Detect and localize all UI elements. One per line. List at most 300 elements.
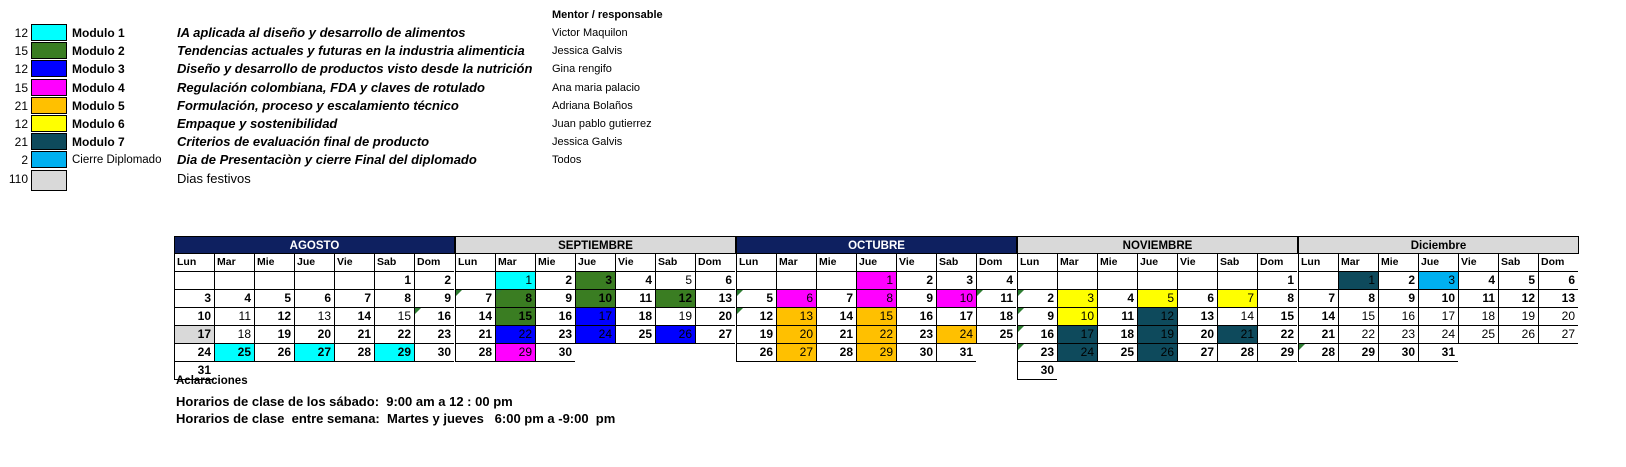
day-cell: 20	[776, 326, 816, 344]
day-cell: 30	[1378, 344, 1418, 362]
day-cell: 29	[495, 344, 535, 362]
weekday-header: Jue	[1418, 254, 1458, 272]
month-title: NOVIEMBRE	[1017, 236, 1298, 254]
empty-cell	[1298, 272, 1338, 290]
module-name: Modulo 7	[72, 135, 125, 149]
day-cell: 3	[575, 272, 615, 290]
week-row	[1017, 344, 1298, 362]
day-cell: 26	[1498, 326, 1538, 344]
empty-cell	[1017, 272, 1057, 290]
day-cell: 4	[214, 290, 254, 308]
day-cell: 14	[455, 308, 495, 326]
module-color-swatch	[31, 133, 67, 150]
day-cell: 5	[655, 272, 695, 290]
day-cell: 6	[1177, 290, 1217, 308]
day-cell: 14	[816, 308, 856, 326]
day-cell: 19	[655, 308, 695, 326]
day-cell: 2	[1017, 290, 1057, 308]
day-cell: 11	[214, 308, 254, 326]
week-row	[174, 272, 455, 290]
day-cell: 23	[896, 326, 936, 344]
day-cell: 17	[174, 326, 214, 344]
day-cell: 21	[334, 326, 374, 344]
week-row	[1298, 344, 1579, 362]
module-hours: 12	[14, 26, 28, 40]
day-cell: 30	[896, 344, 936, 362]
day-cell: 7	[816, 290, 856, 308]
week-row	[455, 272, 736, 290]
day-cell: 16	[1017, 326, 1057, 344]
day-cell: 10	[936, 290, 976, 308]
day-cell: 24	[936, 326, 976, 344]
day-cell: 9	[1378, 290, 1418, 308]
weekday-header: Jue	[856, 254, 896, 272]
legend-row	[0, 133, 700, 151]
day-cell: 31	[1418, 344, 1458, 362]
day-cell: 27	[1538, 326, 1578, 344]
legend-row	[0, 79, 700, 97]
day-cell: 4	[976, 272, 1016, 290]
day-cell: 1	[1257, 272, 1297, 290]
module-mentor: Jessica Galvis	[552, 136, 623, 148]
week-row	[1017, 326, 1298, 344]
day-cell: 14	[1217, 308, 1257, 326]
day-cell: 7	[1217, 290, 1257, 308]
day-cell: 12	[1137, 308, 1177, 326]
day-cell: 18	[976, 308, 1016, 326]
weekday-header: Mie	[1097, 254, 1137, 272]
day-cell: 13	[695, 290, 735, 308]
day-cell: 24	[1057, 344, 1097, 362]
mentor-column-header: Mentor / responsable	[552, 9, 663, 21]
empty-cell	[1217, 272, 1257, 290]
module-description: Dias festivos	[177, 171, 251, 186]
day-cell: 16	[535, 308, 575, 326]
week-row	[455, 308, 736, 326]
day-cell: 25	[1097, 344, 1137, 362]
day-cell: 17	[1418, 308, 1458, 326]
legend-row	[0, 170, 700, 188]
weekday-header: Vie	[334, 254, 374, 272]
weekday-header: Lun	[736, 254, 776, 272]
day-cell: 6	[1538, 272, 1578, 290]
empty-cell	[695, 344, 735, 362]
module-name: Modulo 2	[72, 44, 125, 58]
day-cell: 3	[936, 272, 976, 290]
day-cell: 11	[1458, 290, 1498, 308]
module-hours: 12	[14, 62, 28, 76]
module-name: Modulo 4	[72, 81, 125, 95]
day-cell: 17	[1057, 326, 1097, 344]
day-cell: 6	[695, 272, 735, 290]
empty-cell	[1137, 362, 1177, 380]
day-cell: 22	[495, 326, 535, 344]
module-hours: 110	[8, 172, 28, 186]
weekday-header: Mie	[1378, 254, 1418, 272]
weekday-header: Dom	[414, 254, 454, 272]
day-cell: 7	[455, 290, 495, 308]
day-cell: 10	[1057, 308, 1097, 326]
weekday-header: Lun	[1298, 254, 1338, 272]
weekday-header: Mar	[776, 254, 816, 272]
day-cell: 28	[334, 344, 374, 362]
module-hours: 15	[14, 44, 28, 58]
module-color-swatch	[31, 170, 67, 191]
weekday-header: Vie	[1458, 254, 1498, 272]
day-cell: 4	[615, 272, 655, 290]
day-cell: 28	[1298, 344, 1338, 362]
day-cell: 19	[736, 326, 776, 344]
month-title: Diciembre	[1298, 236, 1579, 254]
day-cell: 21	[455, 326, 495, 344]
day-cell: 16	[1378, 308, 1418, 326]
module-mentor: Victor Maquilon	[552, 27, 628, 39]
module-hours: 21	[14, 99, 28, 113]
empty-cell	[1538, 344, 1578, 362]
week-row	[736, 290, 1017, 308]
empty-cell	[174, 272, 214, 290]
week-row	[736, 308, 1017, 326]
day-cell: 26	[655, 326, 695, 344]
day-cell: 21	[816, 326, 856, 344]
week-row	[174, 344, 455, 362]
empty-cell	[776, 272, 816, 290]
day-cell: 25	[214, 344, 254, 362]
weekday-header: Jue	[294, 254, 334, 272]
week-row	[455, 344, 736, 362]
day-cell: 8	[495, 290, 535, 308]
empty-cell	[254, 272, 294, 290]
week-row	[455, 326, 736, 344]
day-cell: 1	[374, 272, 414, 290]
day-cell: 8	[1338, 290, 1378, 308]
module-description: Regulación colombiana, FDA y claves de rotulado	[177, 80, 485, 95]
day-cell: 1	[495, 272, 535, 290]
empty-cell	[1257, 362, 1297, 380]
empty-cell	[976, 344, 1016, 362]
weekday-header: Mar	[495, 254, 535, 272]
day-cell: 31	[936, 344, 976, 362]
day-cell: 23	[1378, 326, 1418, 344]
empty-cell	[1057, 362, 1097, 380]
day-cell: 17	[936, 308, 976, 326]
day-cell: 2	[1378, 272, 1418, 290]
week-row	[1298, 326, 1579, 344]
module-mentor: Ana maria palacio	[552, 82, 641, 94]
month-agosto	[174, 236, 455, 380]
legend-row	[0, 151, 700, 169]
day-cell: 10	[1418, 290, 1458, 308]
day-cell: 18	[615, 308, 655, 326]
week-row	[1298, 290, 1579, 308]
module-name: Modulo 5	[72, 99, 125, 113]
day-cell: 4	[1458, 272, 1498, 290]
day-cell: 27	[776, 344, 816, 362]
month-septiembre	[455, 236, 736, 362]
day-cell: 25	[615, 326, 655, 344]
day-cell: 7	[334, 290, 374, 308]
empty-cell	[1498, 344, 1538, 362]
empty-cell	[615, 344, 655, 362]
day-cell: 1	[856, 272, 896, 290]
module-color-swatch	[31, 97, 67, 114]
day-cell: 25	[1458, 326, 1498, 344]
empty-cell	[294, 272, 334, 290]
day-cell: 22	[374, 326, 414, 344]
weekday-header: Lun	[174, 254, 214, 272]
day-cell: 26	[254, 344, 294, 362]
day-cell: 19	[1498, 308, 1538, 326]
empty-cell	[1137, 272, 1177, 290]
day-cell: 5	[254, 290, 294, 308]
day-cell: 2	[896, 272, 936, 290]
day-cell: 16	[896, 308, 936, 326]
empty-cell	[1057, 272, 1097, 290]
day-cell: 3	[1057, 290, 1097, 308]
day-cell: 27	[1177, 344, 1217, 362]
day-cell: 11	[615, 290, 655, 308]
module-mentor: Gina rengifo	[552, 63, 612, 75]
day-cell: 31	[174, 362, 214, 380]
day-cell: 13	[294, 308, 334, 326]
day-cell: 9	[896, 290, 936, 308]
week-row	[1017, 308, 1298, 326]
module-name: Modulo 6	[72, 117, 125, 131]
module-description: Dia de Presentaciòn y cierre Final del diplomado	[177, 152, 477, 167]
day-cell: 28	[455, 344, 495, 362]
week-row	[736, 272, 1017, 290]
module-description: Diseño y desarrollo de productos visto desde la nutrición	[177, 61, 533, 76]
day-cell: 26	[736, 344, 776, 362]
empty-cell	[334, 272, 374, 290]
day-cell: 8	[1257, 290, 1297, 308]
legend-row	[0, 42, 700, 60]
legend-row	[0, 24, 700, 42]
notes-section	[176, 375, 615, 427]
empty-cell	[1177, 362, 1217, 380]
module-color-swatch	[31, 151, 67, 168]
weekday-header: Vie	[896, 254, 936, 272]
day-cell: 23	[1017, 344, 1057, 362]
day-cell: 24	[575, 326, 615, 344]
day-cell: 22	[1338, 326, 1378, 344]
day-cell: 16	[414, 308, 454, 326]
empty-cell	[736, 272, 776, 290]
day-cell: 12	[655, 290, 695, 308]
week-row	[736, 344, 1017, 362]
module-hours: 2	[21, 153, 28, 167]
weekday-schedule-note: Horarios de clase entre semana: Martes y jueves 6:00 pm a -9:00 pm	[176, 411, 616, 426]
module-color-swatch	[31, 42, 67, 59]
notes-title: Aclaraciones	[176, 375, 248, 387]
saturday-schedule-note: Horarios de clase de los sábado: 9:00 am a 12 : 00 pm	[176, 394, 513, 409]
weekday-header: Sab	[1498, 254, 1538, 272]
day-cell: 21	[1298, 326, 1338, 344]
day-cell: 24	[1418, 326, 1458, 344]
weekday-header: Mie	[816, 254, 856, 272]
module-mentor: Juan pablo gutierrez	[552, 118, 652, 130]
day-cell: 14	[334, 308, 374, 326]
module-color-swatch	[31, 24, 67, 41]
day-cell: 30	[1017, 362, 1057, 380]
weekday-header: Dom	[695, 254, 735, 272]
module-color-swatch	[31, 60, 67, 77]
empty-cell	[1458, 344, 1498, 362]
day-cell: 15	[374, 308, 414, 326]
weekday-header: Lun	[1017, 254, 1057, 272]
day-cell: 22	[1257, 326, 1297, 344]
empty-cell	[1097, 362, 1137, 380]
day-cell: 15	[856, 308, 896, 326]
legend-row	[0, 115, 700, 133]
weekday-header: Dom	[1257, 254, 1297, 272]
legend-row	[0, 97, 700, 115]
weekday-header: Mar	[1338, 254, 1378, 272]
day-cell: 11	[976, 290, 1016, 308]
module-description: Empaque y sostenibilidad	[177, 116, 338, 131]
day-cell: 10	[575, 290, 615, 308]
empty-cell	[214, 272, 254, 290]
day-cell: 24	[174, 344, 214, 362]
day-cell: 6	[776, 290, 816, 308]
week-row	[174, 326, 455, 344]
day-cell: 20	[695, 308, 735, 326]
weekday-header: Dom	[976, 254, 1016, 272]
week-row	[174, 308, 455, 326]
day-cell: 4	[1097, 290, 1137, 308]
weekday-header: Jue	[575, 254, 615, 272]
weekday-header: Lun	[455, 254, 495, 272]
empty-cell	[455, 272, 495, 290]
day-cell: 26	[1137, 344, 1177, 362]
week-row	[736, 326, 1017, 344]
day-cell: 2	[535, 272, 575, 290]
week-row	[1017, 272, 1298, 290]
day-cell: 5	[1137, 290, 1177, 308]
day-cell: 17	[575, 308, 615, 326]
module-mentor: Jessica Galvis	[552, 45, 623, 57]
day-cell: 29	[1257, 344, 1297, 362]
weekday-header: Vie	[615, 254, 655, 272]
day-cell: 20	[1177, 326, 1217, 344]
day-cell: 30	[535, 344, 575, 362]
day-cell: 19	[1137, 326, 1177, 344]
day-cell: 28	[816, 344, 856, 362]
day-cell: 10	[174, 308, 214, 326]
legend-row	[0, 60, 700, 78]
month-noviembre	[1017, 236, 1298, 380]
weekday-header: Sab	[655, 254, 695, 272]
day-cell: 23	[414, 326, 454, 344]
month-title: OCTUBRE	[736, 236, 1017, 254]
day-cell: 8	[374, 290, 414, 308]
month-title: AGOSTO	[174, 236, 455, 254]
day-cell: 25	[976, 326, 1016, 344]
weekday-header: Sab	[1217, 254, 1257, 272]
day-cell: 13	[776, 308, 816, 326]
day-cell: 27	[294, 344, 334, 362]
day-cell: 20	[294, 326, 334, 344]
day-cell: 18	[1097, 326, 1137, 344]
day-cell: 12	[736, 308, 776, 326]
module-color-swatch	[31, 115, 67, 132]
module-color-swatch	[31, 79, 67, 96]
day-cell: 22	[856, 326, 896, 344]
week-row	[1017, 290, 1298, 308]
empty-cell	[655, 344, 695, 362]
module-mentor: Todos	[552, 154, 582, 166]
day-cell: 15	[495, 308, 535, 326]
day-cell: 12	[1498, 290, 1538, 308]
module-description: Criterios de evaluación final de producto	[177, 134, 430, 149]
day-cell: 19	[254, 326, 294, 344]
module-name: Modulo 1	[72, 26, 125, 40]
weekday-header: Sab	[936, 254, 976, 272]
day-cell: 14	[1298, 308, 1338, 326]
day-cell: 18	[1458, 308, 1498, 326]
empty-cell	[1217, 362, 1257, 380]
day-cell: 23	[535, 326, 575, 344]
day-cell: 11	[1097, 308, 1137, 326]
week-row	[1298, 308, 1579, 326]
week-row	[1017, 362, 1298, 380]
empty-cell	[575, 344, 615, 362]
module-hours: 12	[14, 117, 28, 131]
day-cell: 1	[1338, 272, 1378, 290]
day-cell: 8	[856, 290, 896, 308]
day-cell: 9	[1017, 308, 1057, 326]
month-diciembre	[1298, 236, 1579, 362]
day-cell: 28	[1217, 344, 1257, 362]
day-cell: 3	[1418, 272, 1458, 290]
weekday-header: Mie	[254, 254, 294, 272]
module-description: IA aplicada al diseño y desarrollo de alimentos	[177, 25, 466, 40]
day-cell: 3	[174, 290, 214, 308]
day-cell: 9	[535, 290, 575, 308]
day-cell: 5	[736, 290, 776, 308]
empty-cell	[1097, 272, 1137, 290]
day-cell: 15	[1338, 308, 1378, 326]
day-cell: 6	[294, 290, 334, 308]
module-name: Modulo 3	[72, 62, 125, 76]
module-name: Cierre Diplomado	[72, 154, 162, 166]
weekday-header: Dom	[1538, 254, 1578, 272]
day-cell: 29	[374, 344, 414, 362]
weekday-header: Mar	[1057, 254, 1097, 272]
day-cell: 15	[1257, 308, 1297, 326]
empty-cell	[1177, 272, 1217, 290]
weekday-header: Vie	[1177, 254, 1217, 272]
day-cell: 21	[1217, 326, 1257, 344]
empty-cell	[816, 272, 856, 290]
day-cell: 7	[1298, 290, 1338, 308]
module-mentor: Adriana Bolaños	[552, 100, 633, 112]
day-cell: 20	[1538, 308, 1578, 326]
day-cell: 18	[214, 326, 254, 344]
day-cell: 13	[1177, 308, 1217, 326]
day-cell: 5	[1498, 272, 1538, 290]
day-cell: 2	[414, 272, 454, 290]
day-cell: 29	[856, 344, 896, 362]
weekday-header: Sab	[374, 254, 414, 272]
week-row	[174, 290, 455, 308]
month-title: SEPTIEMBRE	[455, 236, 736, 254]
week-row	[455, 290, 736, 308]
module-description: Tendencias actuales y futuras en la industria alimenticia	[177, 43, 525, 58]
module-hours: 15	[14, 81, 28, 95]
day-cell: 12	[254, 308, 294, 326]
weekday-header: Mar	[214, 254, 254, 272]
